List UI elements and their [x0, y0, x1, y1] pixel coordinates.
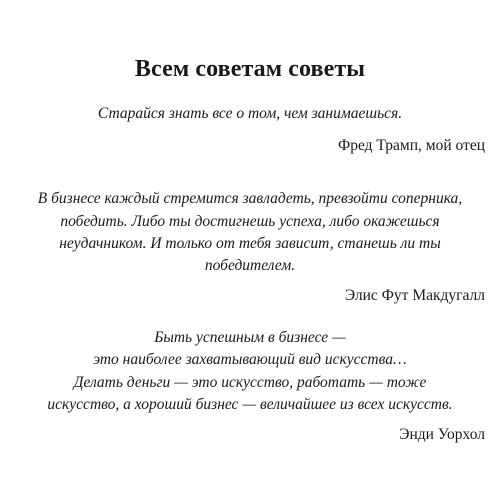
quote-line: В бизнесе каждый стремится завладеть, превзойти соперника, — [37, 190, 463, 207]
quote-line: искусство, а хороший бизнес — величайшее из всех искусств. — [47, 396, 453, 413]
quote-line: это наиболее захватывающий вид искусства… — [93, 351, 407, 368]
quote-line: неудачником. И только от тебя зависит, станешь ли ты — [59, 235, 441, 252]
quote-line: Делать деньги — это искусство, работать — тоже — [73, 374, 427, 391]
quote-author: Фред Трамп, мой отец — [337, 137, 485, 154]
quote-line: Старайся знать все о том, чем занимаешься. — [97, 105, 403, 122]
page-title: Всем советам советы — [134, 56, 366, 82]
quote-author: Элис Фут Макдугалл — [344, 287, 485, 304]
quote-line: победителем. — [204, 257, 296, 274]
quote-line: победить. Либо ты достигнешь успеха, либо окажешься — [60, 213, 440, 230]
quote-line: Быть успешным в бизнесе — — [154, 329, 346, 346]
quote-author: Энди Уорхол — [399, 426, 485, 443]
